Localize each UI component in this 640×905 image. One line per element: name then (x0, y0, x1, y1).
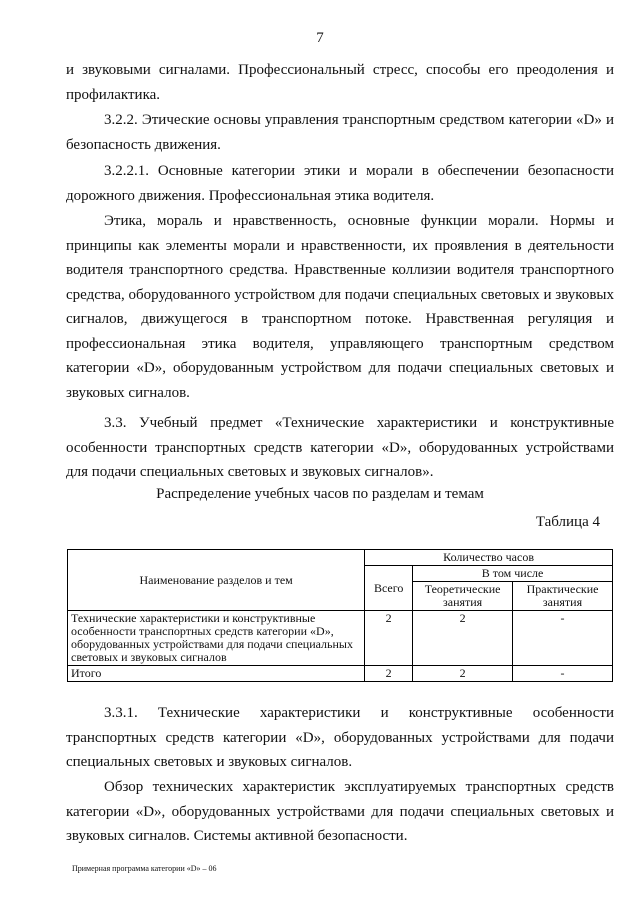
paragraph-ethics: Этика, мораль и нравственность, основные функции морали. Нормы и принципы как элементы морали и нравственности, их проявления в деятельности водителя транспортного средства. Нравственные коллизии водителя транспортного средства, оборудованного устройством для подачи специальных световых и звуковых сигналов, движущегося в транспортном потоке. Нравственная регуляция и профессиональная этика водителя, управляющего транспортным средством категории «D», оборудованным устройством для подачи специальных световых и звуковых сигналов. (66, 213, 614, 401)
paragraph-3-3: 3.3. Учебный предмет «Технические характеристики и конструктивные особенности транспортных средств категории «D», оборудованных устройствами для подачи специальных световых и звуковых сигналов». (66, 415, 614, 480)
page-footer: Примерная программа категории «D» – 06 (72, 864, 217, 873)
sum-label-cell: Итого (68, 666, 365, 682)
sum-theory-cell: 2 (413, 666, 513, 682)
header-total-cell: Всего (365, 566, 413, 611)
table-total-row (68, 666, 613, 682)
header-including-cell: В том числе (413, 566, 613, 582)
header-name-cell: Наименование разделов и тем (68, 550, 365, 611)
row-name-cell: Технические характеристики и конструктивные особенности транспортных средств категории «D», оборудованных устройствами для подачи специальных световых и звуковых сигналов (68, 611, 365, 666)
header-hours-cell: Количество часов (365, 550, 613, 566)
hours-table (67, 549, 613, 682)
paragraph-stress: и звуковыми сигналами. Профессиональный стресс, способы его преодоления и профилактика. (66, 62, 614, 103)
table-row (68, 611, 613, 666)
paragraph-3-2-2-1: 3.2.2.1. Основные категории этики и морали в обеспечении безопасности дорожного движения. Профессиональная этика водителя. (66, 163, 614, 204)
row-practice-cell: - (513, 611, 613, 666)
header-theory-cell: Теоретические занятия (413, 582, 513, 611)
table-header-row (68, 550, 613, 566)
paragraph-overview: Обзор технических характеристик эксплуатируемых транспортных средств категории «D», оборудованных устройствами для подачи специальных световых и звуковых сигналов. Системы активной безопасности. (66, 779, 614, 844)
paragraph-3-2-2: 3.2.2. Этические основы управления транспортным средством категории «D» и безопасность движения. (66, 112, 614, 153)
sum-practice-cell: - (513, 666, 613, 682)
table-label: Таблица 4 (535, 514, 600, 530)
row-theory-cell: 2 (413, 611, 513, 666)
paragraph-3-3-1: 3.3.1. Технические характеристики и конструктивные особенности транспортных средств категории «D», оборудованных устройствами для подачи специальных световых и звуковых сигналов. (66, 705, 614, 770)
row-total-cell: 2 (365, 611, 413, 666)
page-number: 7 (316, 30, 324, 46)
header-practice-cell: Практические занятия (513, 582, 613, 611)
table-caption: Распределение учебных часов по разделам и темам (156, 486, 484, 502)
sum-total-cell: 2 (365, 666, 413, 682)
